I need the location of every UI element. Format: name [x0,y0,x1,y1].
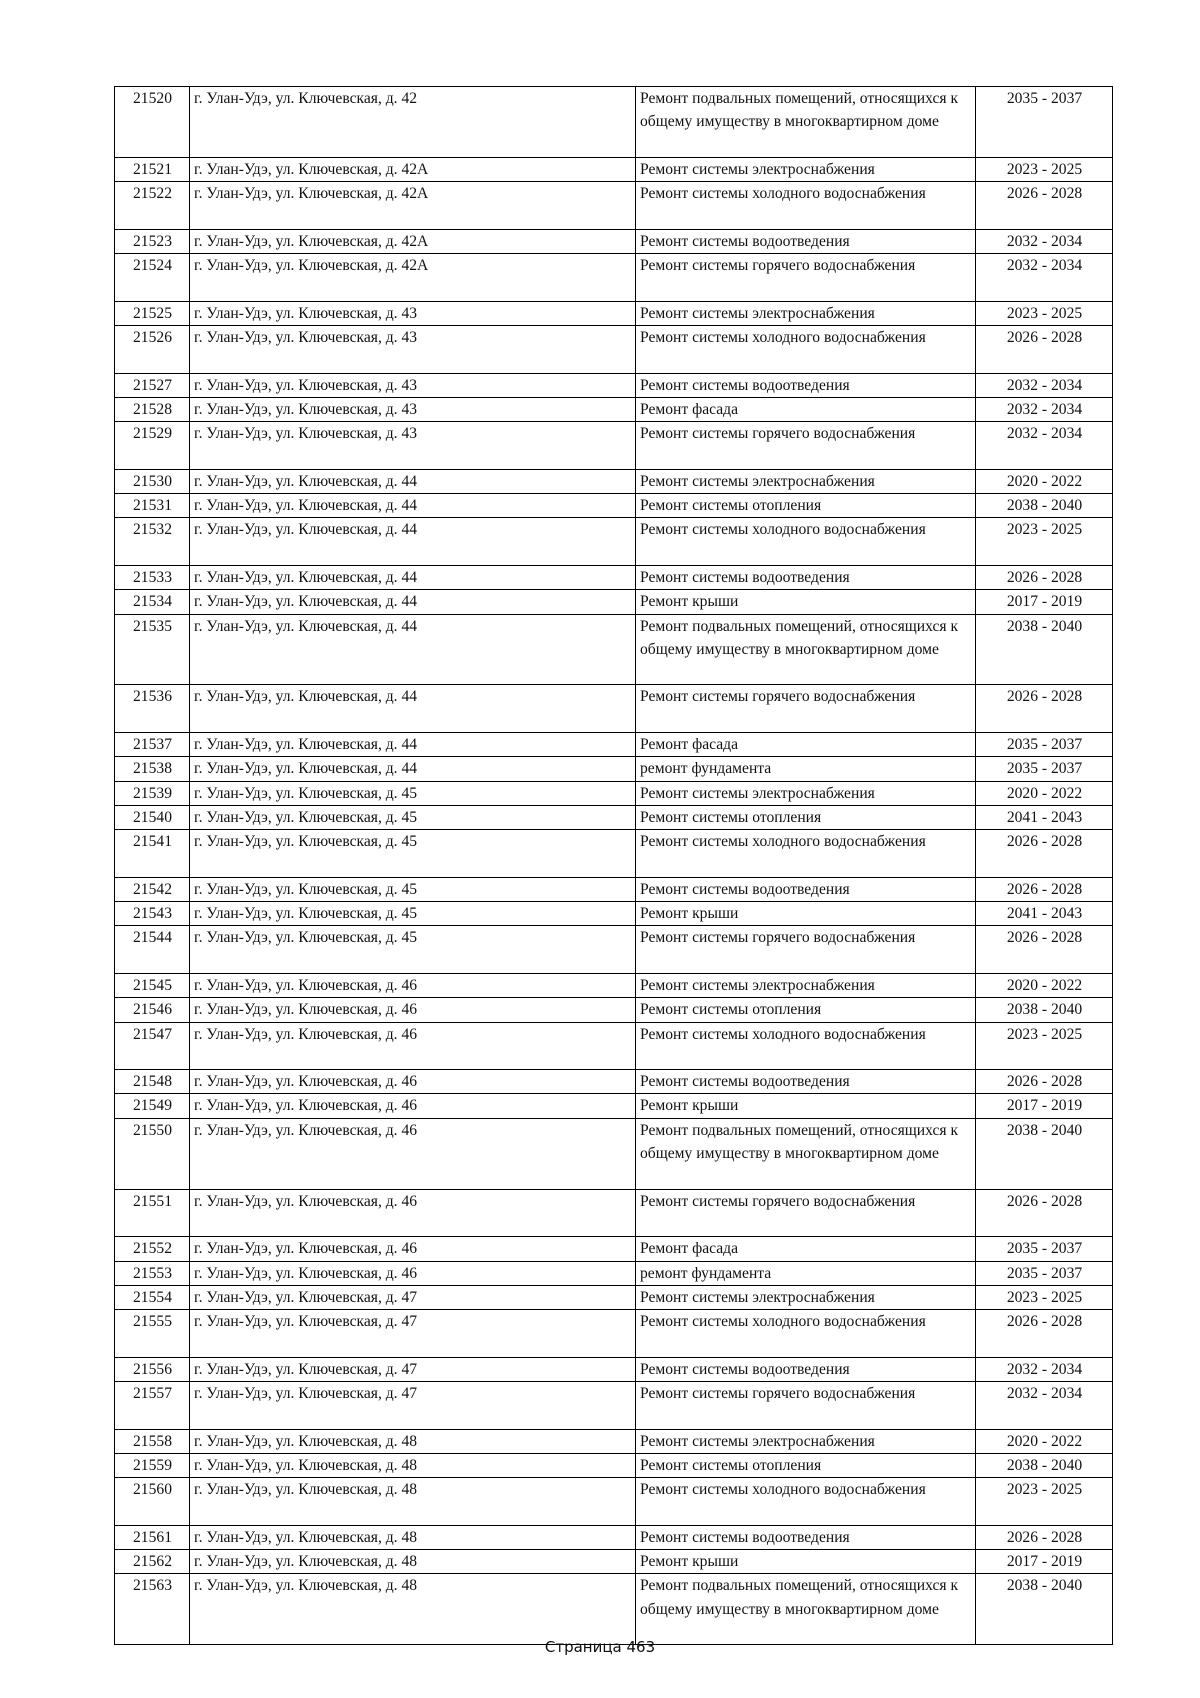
table-row [115,757,1113,781]
period-cell: 2038 - 2040 [976,998,1113,1022]
table-row [115,1382,1113,1430]
work-type-cell: Ремонт системы горячего водоснабжения [636,926,976,974]
address-cell: г. Улан-Удэ, ул. Ключевская, д. 44 [190,494,636,518]
row-number-cell: 21526 [115,325,190,373]
table-row [115,781,1113,805]
row-number-cell: 21541 [115,830,190,878]
table-row [115,373,1113,397]
table-row [115,1550,1113,1574]
table-row [115,469,1113,493]
row-number-cell: 21556 [115,1357,190,1381]
row-number-cell: 21536 [115,685,190,733]
table-row [115,1285,1113,1309]
address-cell: г. Улан-Удэ, ул. Ключевская, д. 46 [190,1118,636,1189]
work-type-cell: Ремонт крыши [636,590,976,614]
address-cell: г. Улан-Удэ, ул. Ключевская, д. 42А [190,254,636,302]
work-type-cell: Ремонт системы горячего водоснабжения [636,685,976,733]
row-number-cell: 21548 [115,1070,190,1094]
work-type-cell: Ремонт системы отопления [636,1453,976,1477]
work-type-cell: Ремонт системы горячего водоснабжения [636,1382,976,1430]
period-cell: 2038 - 2040 [976,1453,1113,1477]
table-row [115,301,1113,325]
period-cell: 2026 - 2028 [976,830,1113,878]
work-type-cell: Ремонт системы холодного водоснабжения [636,830,976,878]
work-type-cell: Ремонт системы электроснабжения [636,1285,976,1309]
address-cell: г. Улан-Удэ, ул. Ключевская, д. 46 [190,1094,636,1118]
work-type-cell: Ремонт системы водоотведения [636,1070,976,1094]
period-cell: 2026 - 2028 [976,325,1113,373]
row-number-cell: 21552 [115,1237,190,1261]
period-cell: 2023 - 2025 [976,1285,1113,1309]
address-cell: г. Улан-Удэ, ул. Ключевская, д. 48 [190,1525,636,1549]
table-row [115,1261,1113,1285]
period-cell: 2035 - 2037 [976,733,1113,757]
address-cell: г. Улан-Удэ, ул. Ключевская, д. 47 [190,1310,636,1358]
address-cell: г. Улан-Удэ, ул. Ключевская, д. 44 [190,590,636,614]
table-row [115,733,1113,757]
address-cell: г. Улан-Удэ, ул. Ключевская, д. 48 [190,1429,636,1453]
work-type-cell: Ремонт подвальных помещений, относящихся к общему имуществу в многоквартирном доме [636,1574,976,1645]
row-number-cell: 21563 [115,1574,190,1645]
period-cell: 2020 - 2022 [976,1429,1113,1453]
table-row [115,926,1113,974]
page-number: Страница 463 [544,1638,656,1656]
table-row [115,397,1113,421]
work-type-cell: Ремонт фасада [636,397,976,421]
address-cell: г. Улан-Удэ, ул. Ключевская, д. 47 [190,1357,636,1381]
period-cell: 2038 - 2040 [976,614,1113,685]
table-row [115,877,1113,901]
row-number-cell: 21531 [115,494,190,518]
table-row [115,325,1113,373]
row-number-cell: 21549 [115,1094,190,1118]
row-number-cell: 21538 [115,757,190,781]
row-number-cell: 21525 [115,301,190,325]
address-cell: г. Улан-Удэ, ул. Ключевская, д. 48 [190,1550,636,1574]
address-cell: г. Улан-Удэ, ул. Ключевская, д. 46 [190,1189,636,1237]
address-cell: г. Улан-Удэ, ул. Ключевская, д. 48 [190,1478,636,1526]
row-number-cell: 21537 [115,733,190,757]
address-cell: г. Улан-Удэ, ул. Ключевская, д. 46 [190,1261,636,1285]
work-type-cell: Ремонт системы горячего водоснабжения [636,422,976,470]
table-row [115,1525,1113,1549]
address-cell: г. Улан-Удэ, ул. Ключевская, д. 42А [190,157,636,181]
period-cell: 2023 - 2025 [976,157,1113,181]
table-row [115,157,1113,181]
table-row [115,1189,1113,1237]
row-number-cell: 21551 [115,1189,190,1237]
period-cell: 2035 - 2037 [976,87,1113,158]
period-cell: 2032 - 2034 [976,1357,1113,1381]
address-cell: г. Улан-Удэ, ул. Ключевская, д. 46 [190,973,636,997]
row-number-cell: 21559 [115,1453,190,1477]
table-row [115,590,1113,614]
work-type-cell: Ремонт системы отопления [636,494,976,518]
address-cell: г. Улан-Удэ, ул. Ключевская, д. 43 [190,397,636,421]
period-cell: 2032 - 2034 [976,229,1113,253]
address-cell: г. Улан-Удэ, ул. Ключевская, д. 43 [190,325,636,373]
row-number-cell: 21560 [115,1478,190,1526]
work-type-cell: Ремонт системы отопления [636,998,976,1022]
work-type-cell: Ремонт системы водоотведения [636,1357,976,1381]
row-number-cell: 21528 [115,397,190,421]
table-row [115,902,1113,926]
work-type-cell: Ремонт системы холодного водоснабжения [636,182,976,230]
address-cell: г. Улан-Удэ, ул. Ключевская, д. 47 [190,1285,636,1309]
row-number-cell: 21544 [115,926,190,974]
row-number-cell: 21555 [115,1310,190,1358]
row-number-cell: 21521 [115,157,190,181]
period-cell: 2032 - 2034 [976,254,1113,302]
row-number-cell: 21553 [115,1261,190,1285]
address-cell: г. Улан-Удэ, ул. Ключевская, д. 45 [190,877,636,901]
work-type-cell: Ремонт системы электроснабжения [636,301,976,325]
address-cell: г. Улан-Удэ, ул. Ключевская, д. 44 [190,614,636,685]
period-cell: 2032 - 2034 [976,397,1113,421]
row-number-cell: 21558 [115,1429,190,1453]
address-cell: г. Улан-Удэ, ул. Ключевская, д. 42А [190,182,636,230]
address-cell: г. Улан-Удэ, ул. Ключевская, д. 45 [190,781,636,805]
period-cell: 2035 - 2037 [976,1261,1113,1285]
work-type-cell: Ремонт фасада [636,733,976,757]
row-number-cell: 21530 [115,469,190,493]
work-type-cell: ремонт фундамента [636,1261,976,1285]
address-cell: г. Улан-Удэ, ул. Ключевская, д. 46 [190,1237,636,1261]
address-cell: г. Улан-Удэ, ул. Ключевская, д. 47 [190,1382,636,1430]
row-number-cell: 21527 [115,373,190,397]
work-type-cell: Ремонт системы горячего водоснабжения [636,254,976,302]
period-cell: 2041 - 2043 [976,805,1113,829]
period-cell: 2038 - 2040 [976,494,1113,518]
row-number-cell: 21524 [115,254,190,302]
table-row [115,805,1113,829]
work-type-cell: Ремонт системы водоотведения [636,877,976,901]
table-row [115,565,1113,589]
address-cell: г. Улан-Удэ, ул. Ключевская, д. 45 [190,805,636,829]
address-cell: г. Улан-Удэ, ул. Ключевская, д. 43 [190,422,636,470]
table-row [115,518,1113,566]
row-number-cell: 21540 [115,805,190,829]
period-cell: 2032 - 2034 [976,1382,1113,1430]
row-number-cell: 21542 [115,877,190,901]
period-cell: 2023 - 2025 [976,1022,1113,1070]
period-cell: 2020 - 2022 [976,469,1113,493]
row-number-cell: 21562 [115,1550,190,1574]
address-cell: г. Улан-Удэ, ул. Ключевская, д. 44 [190,518,636,566]
work-type-cell: Ремонт фасада [636,1237,976,1261]
row-number-cell: 21520 [115,87,190,158]
work-type-cell: Ремонт системы горячего водоснабжения [636,1189,976,1237]
table-row [115,229,1113,253]
table-row [115,1574,1113,1645]
table-row [115,973,1113,997]
row-number-cell: 21522 [115,182,190,230]
row-number-cell: 21554 [115,1285,190,1309]
table-row [115,422,1113,470]
table-row [115,1070,1113,1094]
row-number-cell: 21532 [115,518,190,566]
work-type-cell: ремонт фундамента [636,757,976,781]
address-cell: г. Улан-Удэ, ул. Ключевская, д. 44 [190,565,636,589]
work-type-cell: Ремонт системы электроснабжения [636,1429,976,1453]
work-type-cell: Ремонт системы холодного водоснабжения [636,1310,976,1358]
table-row [115,1022,1113,1070]
table-row [115,685,1113,733]
period-cell: 2017 - 2019 [976,1094,1113,1118]
repair-schedule-table [114,86,1113,1645]
period-cell: 2026 - 2028 [976,1189,1113,1237]
address-cell: г. Улан-Удэ, ул. Ключевская, д. 48 [190,1453,636,1477]
table-row [115,1429,1113,1453]
work-type-cell: Ремонт системы электроснабжения [636,973,976,997]
row-number-cell: 21529 [115,422,190,470]
work-type-cell: Ремонт подвальных помещений, относящихся к общему имуществу в многоквартирном доме [636,614,976,685]
address-cell: г. Улан-Удэ, ул. Ключевская, д. 42 [190,87,636,158]
table-row [115,1453,1113,1477]
work-type-cell: Ремонт системы водоотведения [636,565,976,589]
row-number-cell: 21545 [115,973,190,997]
table-row [115,1357,1113,1381]
work-type-cell: Ремонт системы электроснабжения [636,781,976,805]
period-cell: 2041 - 2043 [976,902,1113,926]
work-type-cell: Ремонт системы электроснабжения [636,469,976,493]
row-number-cell: 21546 [115,998,190,1022]
address-cell: г. Улан-Удэ, ул. Ключевская, д. 45 [190,926,636,974]
period-cell: 2020 - 2022 [976,973,1113,997]
table-row [115,182,1113,230]
work-type-cell: Ремонт системы холодного водоснабжения [636,325,976,373]
table-row [115,998,1113,1022]
work-type-cell: Ремонт системы холодного водоснабжения [636,1478,976,1526]
period-cell: 2026 - 2028 [976,877,1113,901]
table-row [115,1094,1113,1118]
work-type-cell: Ремонт системы холодного водоснабжения [636,1022,976,1070]
address-cell: г. Улан-Удэ, ул. Ключевская, д. 48 [190,1574,636,1645]
row-number-cell: 21534 [115,590,190,614]
table-row [115,1118,1113,1189]
work-type-cell: Ремонт крыши [636,902,976,926]
table-row [115,830,1113,878]
row-number-cell: 21557 [115,1382,190,1430]
address-cell: г. Улан-Удэ, ул. Ключевская, д. 42А [190,229,636,253]
row-number-cell: 21561 [115,1525,190,1549]
period-cell: 2017 - 2019 [976,1550,1113,1574]
work-type-cell: Ремонт крыши [636,1094,976,1118]
table-row [115,1478,1113,1526]
period-cell: 2026 - 2028 [976,1070,1113,1094]
period-cell: 2023 - 2025 [976,518,1113,566]
period-cell: 2032 - 2034 [976,422,1113,470]
row-number-cell: 21533 [115,565,190,589]
period-cell: 2023 - 2025 [976,1478,1113,1526]
period-cell: 2023 - 2025 [976,301,1113,325]
period-cell: 2020 - 2022 [976,781,1113,805]
address-cell: г. Улан-Удэ, ул. Ключевская, д. 46 [190,1070,636,1094]
table-row [115,1237,1113,1261]
row-number-cell: 21523 [115,229,190,253]
address-cell: г. Улан-Удэ, ул. Ключевская, д. 45 [190,830,636,878]
period-cell: 2026 - 2028 [976,1310,1113,1358]
work-type-cell: Ремонт подвальных помещений, относящихся к общему имуществу в многоквартирном доме [636,87,976,158]
address-cell: г. Улан-Удэ, ул. Ключевская, д. 46 [190,998,636,1022]
address-cell: г. Улан-Удэ, ул. Ключевская, д. 43 [190,301,636,325]
period-cell: 2038 - 2040 [976,1118,1113,1189]
period-cell: 2026 - 2028 [976,182,1113,230]
period-cell: 2035 - 2037 [976,757,1113,781]
work-type-cell: Ремонт системы электроснабжения [636,157,976,181]
work-type-cell: Ремонт системы холодного водоснабжения [636,518,976,566]
period-cell: 2035 - 2037 [976,1237,1113,1261]
period-cell: 2026 - 2028 [976,926,1113,974]
table-body [115,87,1113,1645]
row-number-cell: 21547 [115,1022,190,1070]
row-number-cell: 21535 [115,614,190,685]
period-cell: 2017 - 2019 [976,590,1113,614]
table-row [115,254,1113,302]
period-cell: 2026 - 2028 [976,685,1113,733]
work-type-cell: Ремонт системы отопления [636,805,976,829]
work-type-cell: Ремонт системы водоотведения [636,229,976,253]
address-cell: г. Улан-Удэ, ул. Ключевская, д. 45 [190,902,636,926]
address-cell: г. Улан-Удэ, ул. Ключевская, д. 43 [190,373,636,397]
table-row [115,87,1113,158]
address-cell: г. Улан-Удэ, ул. Ключевская, д. 44 [190,733,636,757]
address-cell: г. Улан-Удэ, ул. Ключевская, д. 44 [190,685,636,733]
work-type-cell: Ремонт системы водоотведения [636,1525,976,1549]
row-number-cell: 21550 [115,1118,190,1189]
table-row [115,614,1113,685]
address-cell: г. Улан-Удэ, ул. Ключевская, д. 44 [190,469,636,493]
work-type-cell: Ремонт подвальных помещений, относящихся к общему имуществу в многоквартирном доме [636,1118,976,1189]
row-number-cell: 21539 [115,781,190,805]
period-cell: 2032 - 2034 [976,373,1113,397]
period-cell: 2026 - 2028 [976,1525,1113,1549]
address-cell: г. Улан-Удэ, ул. Ключевская, д. 46 [190,1022,636,1070]
address-cell: г. Улан-Удэ, ул. Ключевская, д. 44 [190,757,636,781]
work-type-cell: Ремонт системы водоотведения [636,373,976,397]
table-row [115,1310,1113,1358]
period-cell: 2026 - 2028 [976,565,1113,589]
work-type-cell: Ремонт крыши [636,1550,976,1574]
row-number-cell: 21543 [115,902,190,926]
period-cell: 2038 - 2040 [976,1574,1113,1645]
table-row [115,494,1113,518]
